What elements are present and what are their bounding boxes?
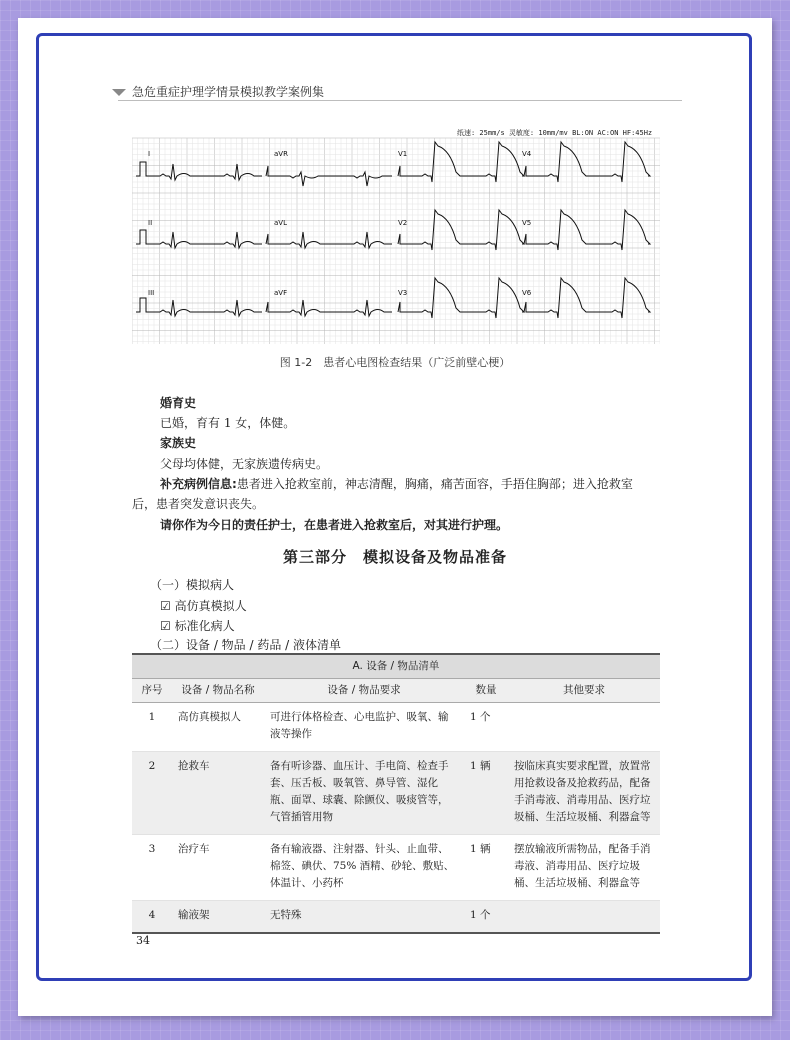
cell-other: [508, 703, 660, 752]
lead-label: V5: [522, 219, 532, 227]
page-number: 34: [136, 934, 150, 947]
family-heading: 家族史: [160, 436, 197, 450]
subsection-equipment-list: （二）设备 / 物品 / 药品 / 液体清单: [150, 638, 342, 652]
ecg-settings: 纸速: 25mm/s 灵敏度: 10mm/mv BL:ON AC:ON HF:45Hz: [457, 129, 653, 137]
lead-label: V6: [522, 289, 532, 297]
cell-req: 无特殊: [264, 901, 464, 934]
cell-name: 治疗车: [172, 835, 264, 901]
table-row: [132, 901, 660, 934]
marital-text: 已婚，育有 1 女，体健。: [160, 416, 296, 430]
cell-req: 备有听诊器、血压计、手电筒、检查手套、压舌板、吸氧管、鼻导管、湿化瓶、面罩、球囊、除颤仪、吸痰管等，气管插管用物: [264, 752, 464, 835]
supplement-line1: 患者进入抢救室前，神志清醒，胸痛，痛苦面容，手捂住胸部；进入抢救室: [236, 477, 633, 491]
table-caption: A. 设备 / 物品清单: [132, 654, 660, 679]
equipment-table: [132, 653, 660, 934]
lead-label: I: [148, 150, 151, 158]
cell-no: 3: [132, 835, 172, 901]
lead-label: aVL: [274, 219, 287, 227]
cell-no: 1: [132, 703, 172, 752]
col-header: 数量: [464, 679, 508, 703]
lead-label: aVF: [274, 289, 288, 297]
cell-no: 2: [132, 752, 172, 835]
checkbox-high-fidelity: ☑ 高仿真模拟人: [160, 599, 247, 613]
table-row: [132, 703, 660, 752]
cell-name: 高仿真模拟人: [172, 703, 264, 752]
running-header: [118, 84, 682, 101]
supplement-line2: 后，患者突发意识丧失。: [132, 497, 265, 511]
cell-qty: 1 个: [464, 901, 508, 934]
lead-label: III: [148, 289, 155, 297]
cell-req: 备有输液器、注射器、针头、止血带、棉签、碘伏、75% 酒精、砂轮、敷贴、体温计、小药杯: [264, 835, 464, 901]
marital-heading: 婚育史: [160, 396, 197, 410]
ecg-figure: [132, 126, 660, 344]
lead-label: V2: [398, 219, 408, 227]
cell-other: 按临床真实要求配置，放置常用抢救设备及抢救药品，配备手消毒液、消毒用品、医疗垃圾桶、生活垃圾桶、利器盒等: [508, 752, 660, 835]
subsection-patient: （一）模拟病人: [150, 578, 235, 592]
book-title: 急危重症护理学情景模拟教学案例集: [132, 85, 325, 99]
lead-label: II: [148, 219, 153, 227]
supplement-label: 补充病例信息:: [160, 477, 237, 491]
col-header: 其他要求: [508, 679, 660, 703]
section-title: 第三部分 模拟设备及物品准备: [282, 548, 507, 566]
lead-label: V4: [522, 150, 532, 158]
header-marker-icon: [112, 89, 126, 96]
cell-qty: 1 辆: [464, 835, 508, 901]
cell-req: 可进行体格检查、心电监护、吸氧、输液等操作: [264, 703, 464, 752]
lead-label: aVR: [274, 150, 288, 158]
col-header: 序号: [132, 679, 172, 703]
task-text: 请你作为今日的责任护士，在患者进入抢救室后，对其进行护理。: [160, 518, 509, 532]
figure-caption: 图 1-2 患者心电图检查结果（广泛前壁心梗）: [279, 356, 511, 369]
checkbox-standardized-patient: ☑ 标准化病人: [160, 619, 235, 633]
supplement-paragraph: [160, 475, 633, 492]
table-row: [132, 835, 660, 901]
cell-qty: 1 辆: [464, 752, 508, 835]
lead-label: V1: [398, 150, 408, 158]
cell-no: 4: [132, 901, 172, 934]
col-header: 设备 / 物品名称: [172, 679, 264, 703]
cell-other: 摆放输液所需物品，配备手消毒液、消毒用品、医疗垃圾桶、生活垃圾桶、利器盒等: [508, 835, 660, 901]
family-text: 父母均体健，无家族遗传病史。: [160, 457, 329, 471]
cell-name: 抢救车: [172, 752, 264, 835]
lead-label: V3: [398, 289, 408, 297]
cell-name: 输液架: [172, 901, 264, 934]
cell-other: [508, 901, 660, 934]
col-header: 设备 / 物品要求: [264, 679, 464, 703]
table-row: [132, 752, 660, 835]
cell-qty: 1 个: [464, 703, 508, 752]
